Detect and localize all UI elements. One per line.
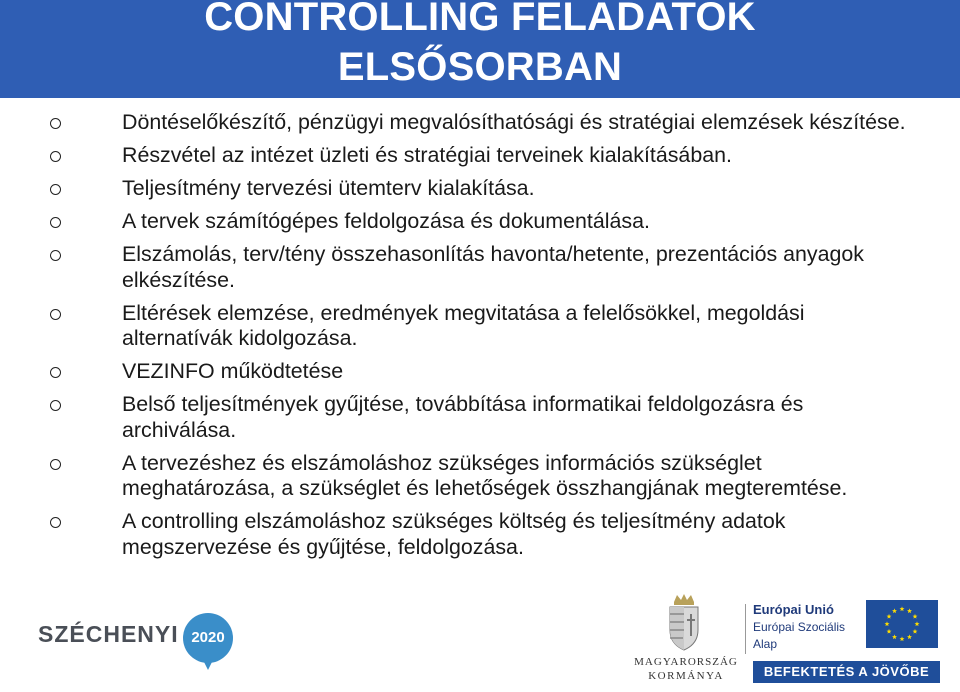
bullet-item (50, 392, 910, 443)
eu-flag-icon (866, 600, 938, 648)
circle-bullet-icon (50, 151, 61, 162)
bullet-list (50, 110, 910, 568)
circle-bullet-icon (50, 118, 61, 129)
bullet-text: A tervek számítógépes feldolgozása és dokumentálása. (122, 209, 650, 233)
bullet-item (50, 176, 910, 202)
government-wordmark-line-1: MAGYARORSZÁG (634, 656, 738, 668)
szechenyi-2020-badge: 2020 (183, 613, 233, 663)
circle-bullet-icon (50, 184, 61, 195)
bullet-text: A controlling elszámoláshoz szükséges költség és teljesítmény adatok megszervezése és gyűjtése, feldolgozása. (122, 509, 786, 559)
circle-bullet-icon (50, 217, 61, 228)
slogan-banner: BEFEKTETÉS A JÖVŐBE (753, 661, 940, 683)
bullet-item (50, 301, 910, 352)
bullet-item (50, 143, 910, 169)
circle-bullet-icon (50, 367, 61, 378)
government-wordmark-line-2: KORMÁNYA (648, 670, 724, 682)
eu-label-line-3: Alap (753, 637, 778, 651)
eu-label-line-1: Európai Unió (753, 602, 834, 617)
szechenyi-wordmark: SZÉCHENYI (38, 621, 179, 647)
circle-bullet-icon (50, 459, 61, 470)
slide-title (0, 0, 960, 92)
bullet-item (50, 209, 910, 235)
circle-bullet-icon (50, 400, 61, 411)
bullet-text: Teljesítmény tervezési ütemterv kialakítása. (122, 176, 535, 200)
map-pin-icon (201, 656, 215, 670)
circle-bullet-icon (50, 309, 61, 320)
title-line-1: CONTROLLING FELADATOK (204, 0, 756, 39)
bullet-text: VEZINFO működtetése (122, 359, 344, 383)
bullet-text: Döntéselőkészítő, pénzügyi megvalósíthatósági és stratégiai elemzések készítése. (122, 110, 906, 134)
bullet-text: Eltérések elemzése, eredmények megvitatása a felelősökkel, megoldási alternatívák kidolgozása. (122, 300, 805, 350)
title-line-2: ELSŐSORBAN (337, 45, 623, 89)
bullet-text: Részvétel az intézet üzleti és stratégiai terveinek kialakításában. (122, 143, 732, 167)
eu-divider (745, 604, 746, 654)
eu-label-line-2: Európai Szociális (753, 620, 846, 634)
bullet-text: A tervezéshez és elszámoláshoz szükséges információs szükséglet meghatározása, a szükséglet és lehetőségek összhangjának megteremtése. (122, 450, 848, 500)
bullet-item (50, 451, 910, 502)
bullet-text: Elszámolás, terv/tény összehasonlítás havonta/hetente, prezentációs anyagok elkészítése. (122, 242, 864, 292)
bullet-item (50, 242, 910, 293)
bullet-item (50, 509, 910, 560)
bullet-item (50, 110, 910, 136)
footer-logos (0, 590, 960, 692)
coat-of-arms-icon (662, 592, 706, 652)
circle-bullet-icon (50, 250, 61, 261)
circle-bullet-icon (50, 517, 61, 528)
bullet-item (50, 359, 910, 385)
bullet-text: Belső teljesítmények gyűjtése, továbbítása informatikai feldolgozásra és archiválása. (122, 392, 804, 442)
